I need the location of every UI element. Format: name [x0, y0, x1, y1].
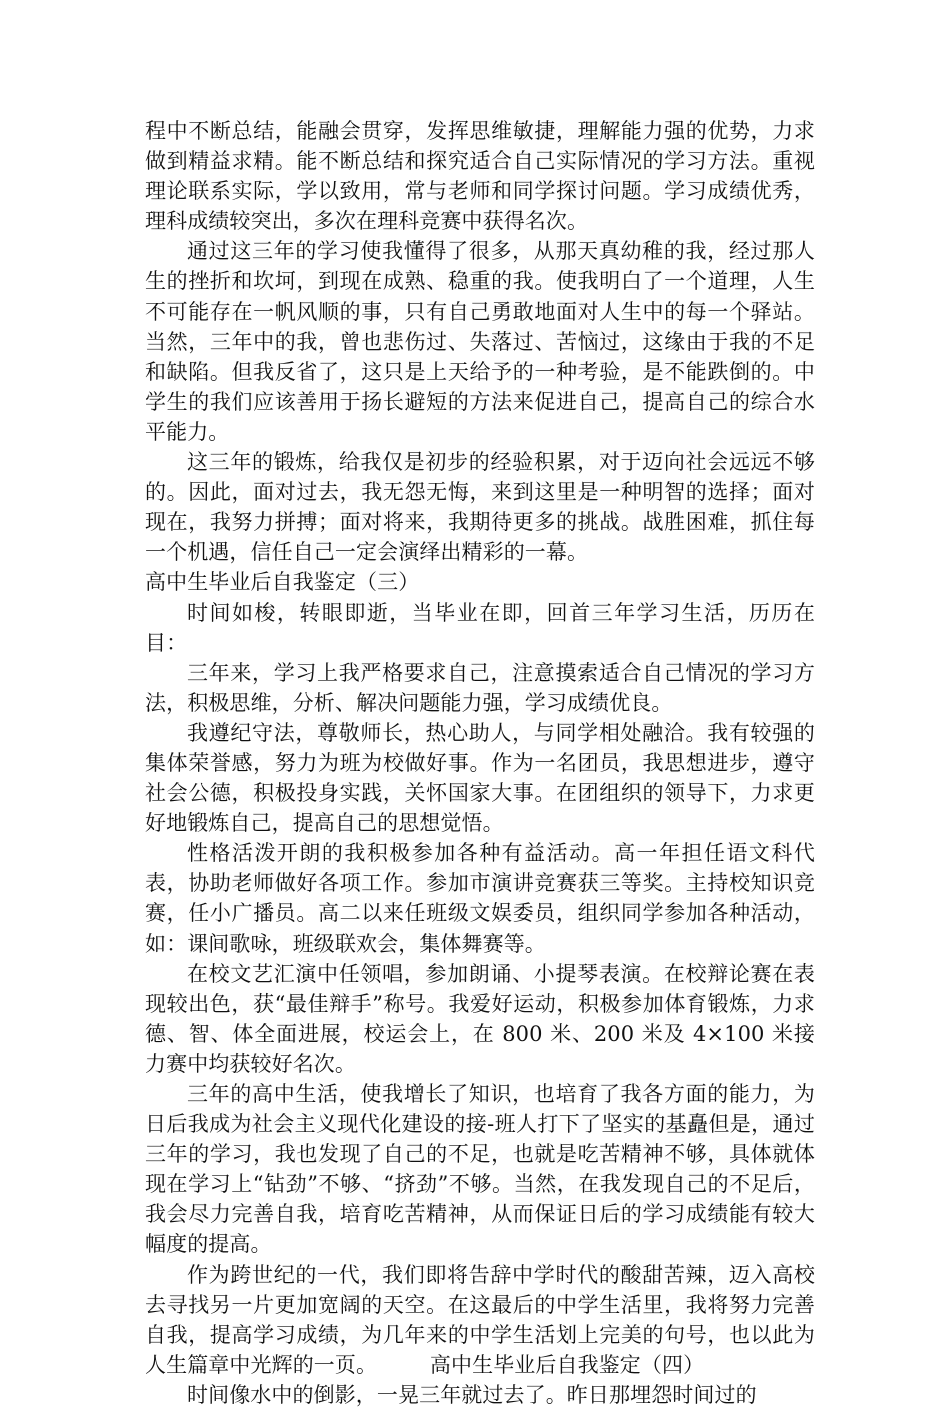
paragraph-8: 在校文艺汇演中任领唱，参加朗诵、小提琴表演。在校辩论赛在表现较出色，获“最佳辩手”称号。我爱好运动，积极参加体育锻炼，力求德、智、体全面进展，校运会上，在 800 米、200 米及 4×100 米接力赛中均获较好名次。 [145, 961, 815, 1076]
paragraph-4: 时间如梭，转眼即逝，当毕业在即，回首三年学习生活，历历在目： [145, 600, 815, 655]
paragraph-3: 这三年的锻炼，给我仅是初步的经验积累，对于迈向社会远远不够的。因此，面对过去，我无怨无悔，来到这里是一种明智的选择；面对现在，我努力拼搏；面对将来，我期待更多的挑战。战胜困难，抓住每一个机遇，信任自己一定会演绎出精彩的一幕。 [145, 450, 815, 565]
section-heading-3: 高中生毕业后自我鉴定（三） [145, 570, 420, 595]
paragraph-11: 时间像水中的倒影，一晃三年就过去了。昨日那埋怨时间过的 [187, 1382, 757, 1407]
paragraph-6: 我遵纪守法，尊敬师长，热心助人，与同学相处融洽。我有较强的集体荣誉感，努力为班为校做好事。作为一名团员，我思想进步，遵守社会公德，积极投身实践，关怀国家大事。在团组织的领导下，力求更好地锻炼自己，提高自己的思想觉悟。 [145, 720, 815, 836]
paragraph-5: 三年来，学习上我严格要求自己，注意摸索适合自己情况的学习方法，积极思维，分析、解决问题能力强，学习成绩优良。 [145, 660, 815, 715]
document-page [145, 116, 815, 1410]
paragraph-1: 程中不断总结，能融会贯穿，发挥思维敏捷，理解能力强的优势，力求做到精益求精。能不断总结和探究适合自己实际情况的学习方法。重视理论联系实际，学以致用，常与老师和同学探讨问题。学习成绩优秀，理科成绩较突出，多次在理科竞赛中获得名次。 [145, 119, 815, 234]
paragraph-10: 作为跨世纪的一代，我们即将告辞中学时代的酸甜苦辣，迈入高校去寻找另一片更加宽阔的天空。在这最后的中学生活里，我将努力完善自我，提高学习成绩，为几年来的中学生活划上完美的句号，也以此为人生篇章中光辉的一页。 高中生毕业后自我鉴定（四） [145, 1262, 815, 1377]
paragraph-9: 三年的高中生活，使我增长了知识，也培育了我各方面的能力，为日后我成为社会主义现代化建设的接-班人打下了坚实的基矗但是，通过三年的学习，我也发现了自己的不足，也就是吃苦精神不够，具体就体现在学习上“钻劲”不够、“挤劲”不够。当然，在我发现自己的不足后，我会尽力完善自我，培育吃苦精神，从而保证日后的学习成绩能有较大幅度的提高。 [145, 1082, 815, 1257]
paragraph-2: 通过这三年的学习使我懂得了很多，从那天真幼稚的我，经过那人生的挫折和坎坷，到现在成熟、稳重的我。使我明白了一个道理，人生不可能存在一帆风顺的事，只有自己勇敢地面对人生中的每一个驿站。当然，三年中的我，曾也悲伤过、失落过、苦恼过，这缘由于我的不足和缺陷。但我反省了，这只是上天给予的一种考验，是不能跌倒的。中学生的我们应该善用于扬长避短的方法来促进自己，提高自己的综合水平能力。 [145, 239, 815, 444]
paragraph-7: 性格活泼开朗的我积极参加各种有益活动。高一年担任语文科代表，协助老师做好各项工作。参加市演讲竞赛获三等奖。主持校知识竞赛，任小广播员。高二以来任班级文娱委员，组织同学参加各种活动，如：课间歌咏，班级联欢会，集体舞赛等。 [145, 841, 815, 956]
